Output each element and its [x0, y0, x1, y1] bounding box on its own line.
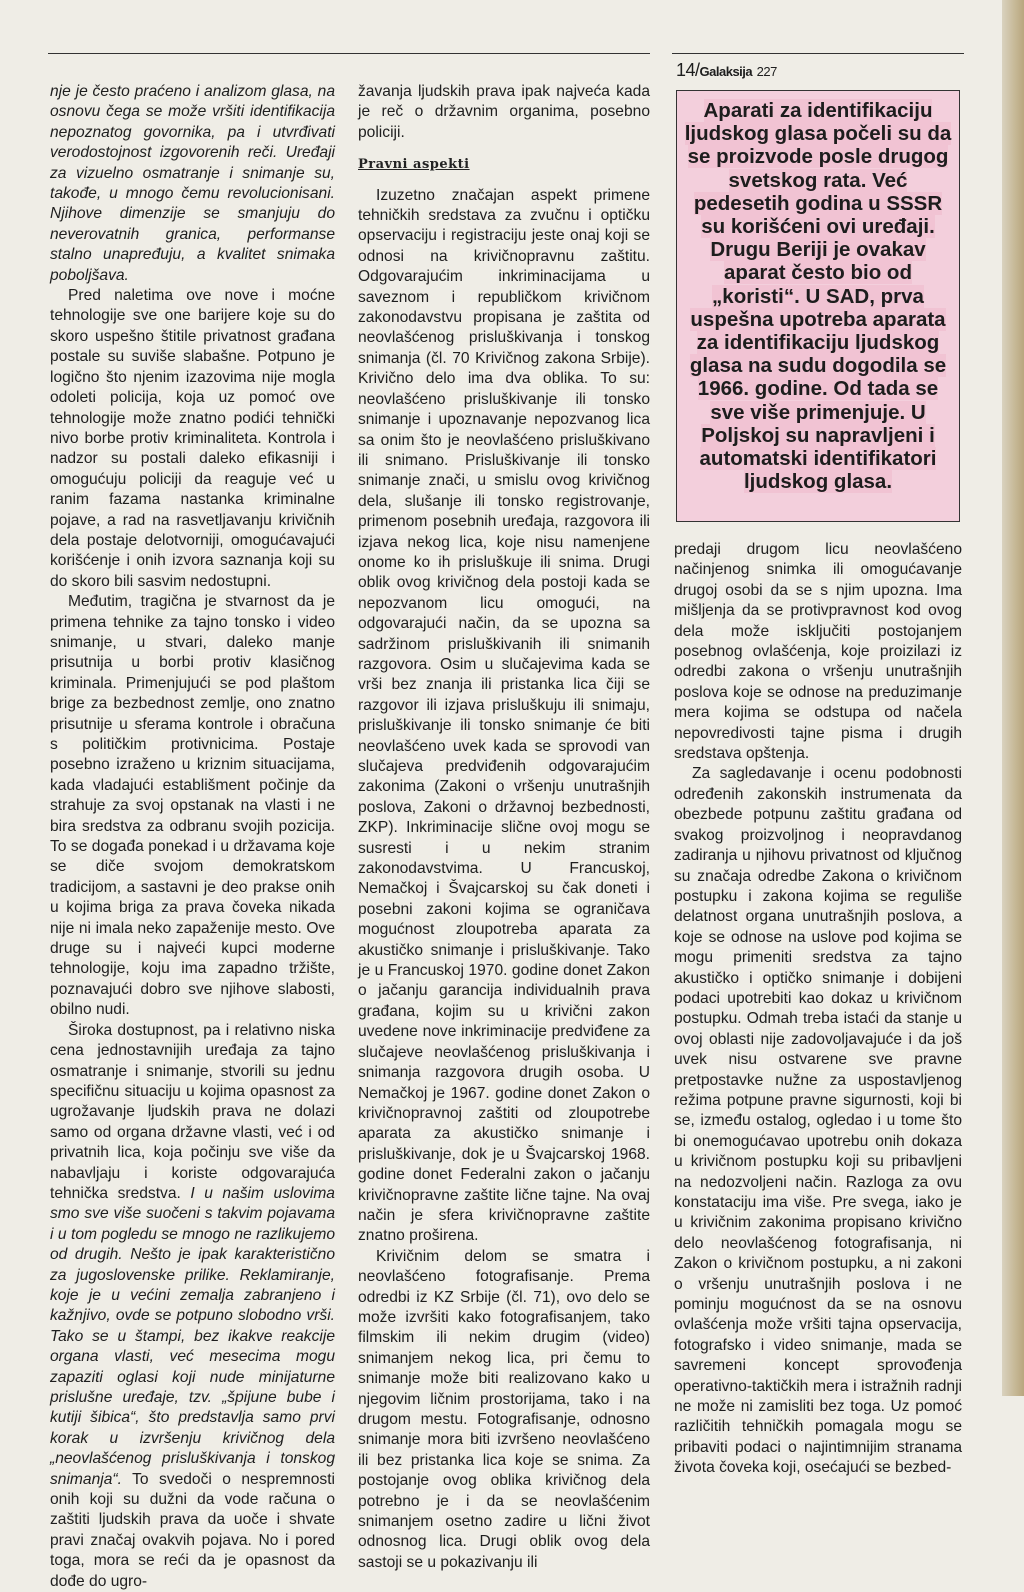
- paragraph-part: Široka dostupnost, pa i relativno niska cena jednostavnijih uređaja za tajno osmatranje i snimanje, stvorili su jednu specifičnu situaciju u kojima opasnost za ugrožavanje ljudskih prava ne dolazi samo od organa državne vlasti, već i od privatnih lica, koja počinju sve više da nabavljaju i koriste odgovarajuća tehnička sredstva.: [50, 1021, 335, 1202]
- paragraph: Međutim, tragična je stvarnost da je primena tehnike za tajno tonsko i video snimanje, u stvari, daleko manje prisutnija u borbi protiv klasičnog kriminala. Primenjujući se pod plaštom brige za bezbednost zemlje, ono znatno prisutnije u sferama kontrole i obračuna s političkim protivnicima. Postaje posebno izraženo u kriznim situacijama, kada vladajući establišment počinje da strahuje za svoj opstanak na vlasti i ne bira sredstva za odbranu svojih pozicija. To se događa ponekad i u državama koje se diče svojom demokratskom tradicijom, a sastavni je deo prakse onih u kojima briga za prava čoveka nikada nije ni imala neko zapaženije mesto. Ove druge su i najveći kupci moderne tehnologije, koju ima zapadno tržište, poznavajući dobro sve njihove slabosti, obilno nudi.: [50, 593, 335, 1019]
- paragraph: Krivičnim delom se smatra i neovlašćeno fotografisanje. Prema odredbi iz KZ Srbije (čl. 71), ovo delo se može izvršiti kako fotografisanjem, tako filmskim ili nekim drugim (video) snimanjem nekog lica, pri čemu to snimanje može biti realizovano kako u njegovim ličnim prostorijama, tako i na drugom mestu. Fotografisanje, odnosno snimanje mora biti izvršeno neovlašćeno ili bez pristanka lica koje se snima. Za postojanje ovog oblika krivičnog dela potrebno je i da se neovlašćenim snimanjem osetno zadire u lični život odnosnog lica. Drugi oblik ovog dela sastoji se u pokazivanju ili: [358, 1247, 650, 1571]
- header-rule: [48, 53, 650, 54]
- paragraph: žavanja ljudskih prava ipak najveća kada je reč o državnim organima, posebno policiji.: [358, 83, 650, 141]
- page-number: 14/: [676, 60, 700, 80]
- page-folio: [676, 60, 777, 81]
- header-rule-right: [672, 53, 964, 54]
- article-column-1: [50, 82, 335, 1592]
- issue-number: 227: [756, 64, 777, 79]
- magazine-name: Galaksija: [699, 64, 753, 79]
- article-column-2: [358, 82, 650, 1573]
- paragraph: Pred naletima ove nove i moćne tehnologije sve one barijere koje su do skoro uspešno štitile privatnost građana postale su suviše slabašne. Potpuno je logično što njenim izazovima nije mogla odoleti policija, koja uz pomoć ove tehnologije može znatno podići tehnički nivo borbe protiv kriminaliteta. Kontrola i nadzor su postali daleko efikasniji i omogućuju policiji da reaguje već u ranim fazama nastanka kriminalne pojave, a rad na rasvetljavanju krivičnih dela postaje delotvorniji, omogućavajući korišćenje i onih izvora saznanja koji su do skoro bili sasvim nedostupni.: [50, 287, 335, 590]
- paragraph: [50, 1021, 335, 1592]
- callout-text: Aparati za identifikaciju ljudskog glasa počeli su da se proizvode posle drugog svetskog rata. Već pedesetih godina u SSSR su korišćeni ovi uređaji. Drugu Beriji je ovakav aparat često bio od „koristi“. U SAD, prva uspešna upotreba aparata za identifikaciju ljudskog glasa na sudu dogodila se 1966. godine. Od tada se sve više primenjuje. U Poljskoj su napravljeni i automatski identifikatori ljudskog glasa.: [684, 99, 952, 494]
- paragraph: predaji drugom licu neovlašćeno načinjenog snimka ili omogućavanje drugoj osobi da se s njim upozna. Ima mišljenja da se protivpravnost kod ovog dela može isključiti postojanjem posebnog ovlašćenja, koje proizilazi iz odredbi zakona o vršenju unutrašnjih poslova koje se odnose na preduzimanje mera kojima se odstupa od načela nepovredivosti tajne pisma i drugih sredstava opštenja.: [674, 541, 962, 763]
- paragraph: nje je često praćeno i analizom glasa, na osnovu čega se može vršiti identifikacija nepoznatog govornika, pa i utvrđivati verodostojnost izgovorenih reči. Uređaji za vizuelno osmatranje i snimanje su, takođe, u mnogo čemu revolucionisani. Njihove dimenzije se smanjuju do neverovatnih granica, performanse stalno unapređuju, a kvalitet snimaka poboljšava.: [50, 83, 335, 284]
- section-heading: Pravni aspekti: [358, 157, 470, 173]
- callout-box: [676, 90, 960, 522]
- paragraph-part: To svedoči o nespremnosti onih koji su dužni da vode računa o zaštiti ljudskih prava da uoče i shvate pravi značaj ovakvih pojava. No i pored toga, mora se reći da je opasnost da dođe do ugro-: [50, 1470, 335, 1590]
- paragraph: Izuzetno značajan aspekt primene tehničkih sredstava za zvučnu i optičku opservaciju i registraciju jeste onaj koji se odnosi na krivičnopravnu zaštitu. Odgovarajućim inkriminacijama u saveznom i republičkom krivičnom zakonodavstvu propisana je zaštita od neovlašćenog prisluškivanja i tonskog snimanja (čl. 70 Krivičnog zakona Srbije). Krivično delo ima dva oblika. To su: neovlašćeno prisluškivanje ili tonsko snimanje i upoznavanje nepozvanog lica sa onim što je neovlašćeno prisluškivano ili snimano. Prisluškivanje ili tonsko snimanje znači, u smislu ovog krivičnog dela, slušanje ili tonsko registrovanje, primenom posebnih uređaja, razgovora ili izjava nekog lica, koje nisu namenjene onome ko ih prisluškuje ili snima. Drugi oblik ovog krivičnog dela postoji kada se nepozvanom licu omogući, na odgovarajući način, da se upozna sa sadržinom prisluškivanih ili snimanih razgovora. Osim u slučajevima kada se vrši bez znanja ili pristanka lica čiji se razgovor ili izjava prisluškuju ili snimaju, prisluškivanje ili tonsko snimanje će biti neovlašćeno uvek kada se sprovodi van slučajeva predviđenih odgovarajućim zakonima (Zakoni o vršenju unutrašnjih poslova, Zakoni o državnoj bezbednosti, ZKP). Inkriminacije slične ovoj mogu se susresti i u nekim stranim zakonodavstvima. U Francuskoj, Nemačkoj i Švajcarskoj su čak doneti i posebni zakoni kojima se ograničava mogućnost zloupotreba aparata za akustičko snimanje i prisluškivanje. Tako je u Francuskoj 1970. godine donet Zakon o jačanju garancija individualnih prava građana, kojim su u krivični zakon uvedene nove inkriminacije predviđene za slučajeve neovlašćenog prisluškivanja i snimanja razgovora drugih osoba. U Nemačkoj je 1967. godine donet Zakon o krivičnopravnoj zaštiti od zloupotrebe aparata za akustičko snimanje i prisluškivanje, dok je u Švajcarskoj 1968. godine donet Federalni zakon o jačanju krivičnopravne zaštite lične tajne. Na ovaj način je sfera krivičnopravne zaštite znatno proširena.: [358, 186, 650, 1245]
- paragraph-italic: I u našim uslovima smo sve više suočeni s takvim pojavama i u tom pogledu se mnogo ne razlikujemo od drugih. Nešto je ipak karakteristično za jugoslovenske prilike. Reklamiranje, koje je u većini zemalja zabranjeno i kažnjivo, ovde se potpuno slobodno vrši. Tako se u štampi, bez ikakve reakcije organa vlasti, već mesecima mogu zapaziti oglasi koji nude minijaturne prislušne uređaje, tzv. „špijune bube i kutiji šibica“, što predstavlja samo prvi korak u izvršenju krivičnog dela „neovlašćenog prisluškivanja i tonskog snimanja“.: [50, 1184, 335, 1488]
- page-edge: [1002, 0, 1024, 1396]
- paragraph: Za sagledavanje i ocenu podobnosti određenih zakonskih instrumenata da obezbede potpunu zaštitu građana od svakog proizvoljnog i neopravdanog zadiranja u njihovu privatnost od ključnog su značaja odredbe Zakona o krivičnom postupku i zakona kojima se reguliše delatnost organa unutrašnjih poslova, a koje se odnose na uslove pod kojima se mogu primeniti sredstva za tajno akustičko i optičko snimanje i dobijeni podaci upotrebiti kao dokaz u krivičnom postupku. Odmah treba istaći da stanje u ovoj oblasti nije zadovoljavajuće i da još uvek nisu ostvarene sve pravne pretpostavke nužne za uspostavljenog režima potpune pravne sigurnosti, koji bi se, između ostalog, ogledao i u tome što bi onemogućavao upotrebu onih dokaza u krivičnom postupku koji su pribavljeni na nedozvoljeni način. Razloga za ovu konstataciju ima više. Pre svega, iako je u krivičnim zakonima propisano krivično delo neovlašćenog fotografisanja, ni Zakon o krivičnom postupku, a ni zakoni o vršenju unutrašnjih poslova i ne pominju mogućnost da se na osnovu ovlašćenja može vršiti tajna opservacija, fotografsko i video snimanje, mada se savremeni koncept sprovođenja operativno-taktičkih mera i istražnih radnji ne može ni zamisliti bez toga. Uz pomoć različitih tehničkih pomagala mogu se pribaviti podaci o najintimnijim stranama života čoveka koji, osećajući se bezbed-: [674, 765, 962, 1477]
- article-column-3: [674, 540, 962, 1479]
